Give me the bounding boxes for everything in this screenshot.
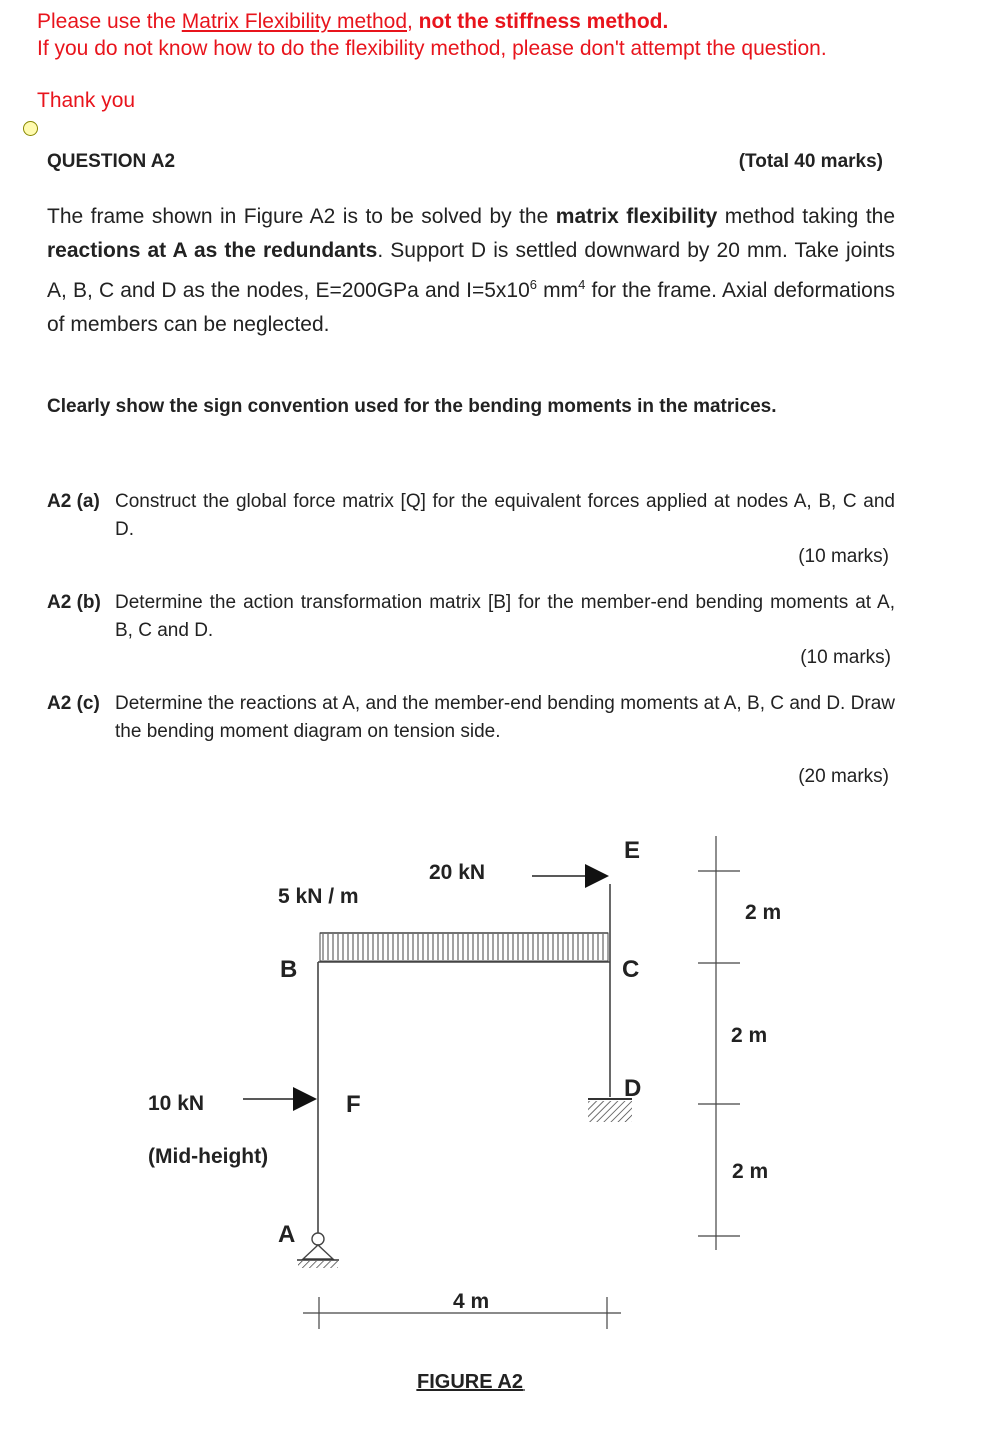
note-line-2: If you do not know how to do the flexibility method, please don't attempt the question.: [37, 37, 827, 60]
part-c-label: A2 (c): [47, 693, 100, 714]
udl-load: [320, 933, 608, 961]
dim-middle: 2 m: [731, 1024, 768, 1047]
top-load-label: 20 kN: [429, 861, 486, 884]
part-c-text: Determine the reactions at A, and the member-end bending moments at A, B, C and D. Draw the bending moment diagram on tension side.: [115, 693, 895, 742]
node-label-a: A: [278, 1221, 296, 1248]
body-text-4: for the frame. Axial deformations of members can be neglected.: [47, 279, 895, 336]
body-bold-method: matrix flexibility: [555, 205, 718, 228]
node-label-f: F: [346, 1091, 361, 1118]
body-exponent-6: 6: [529, 277, 538, 292]
mid-height-note: (Mid-height): [148, 1145, 269, 1168]
body-unit-mm: mm: [537, 279, 579, 302]
part-c-marks: (20 marks): [798, 766, 889, 787]
part-b-marks: (10 marks): [800, 647, 891, 668]
dim-bottom: 2 m: [732, 1160, 769, 1183]
fixed-support-d: [588, 1099, 632, 1122]
part-b-label: A2 (b): [47, 592, 101, 613]
pin-support-a: [297, 1233, 339, 1268]
sign-convention-note: Clearly show the sign convention used for the bending moments in the matrices.: [47, 396, 777, 417]
body-text-2: method taking the: [717, 205, 896, 228]
note-thanks: Thank you: [37, 89, 136, 112]
note-prefix: Please use the: [37, 10, 182, 33]
question-title: QUESTION A2: [47, 151, 176, 172]
note-separator: ,: [407, 10, 419, 33]
note-method-link[interactable]: Matrix Flexibility method: [181, 10, 407, 33]
body-text-3: . Support D is settled downward by 20 mm. Take joints A, B, C and D as the nodes, E=200GPa and I=5x10: [47, 239, 895, 302]
node-label-b: B: [280, 956, 298, 983]
total-marks: (Total 40 marks): [738, 151, 883, 172]
body-bold-redundants: reactions at A as the redundants: [47, 239, 378, 262]
part-a-label: A2 (a): [47, 491, 100, 512]
part-a-text: Construct the global force matrix [Q] for the equivalent forces applied at nodes A, B, C and D.: [115, 491, 895, 540]
node-label-d: D: [624, 1075, 642, 1102]
body-text-1: The frame shown in Figure A2 is to be solved by the: [47, 205, 556, 228]
udl-label: 5 kN / m: [278, 885, 359, 908]
node-label-c: C: [622, 956, 640, 983]
body-exponent-4: 4: [578, 277, 586, 292]
part-b-text: Determine the action transformation matrix [B] for the member-end bending moments at A, B, C and D.: [115, 592, 895, 641]
dim-span: 4 m: [453, 1290, 490, 1313]
side-load-arrow: [243, 1087, 317, 1111]
dim-top: 2 m: [745, 901, 782, 924]
figure-caption: FIGURE A2: [417, 1371, 523, 1393]
top-load-arrow: [532, 864, 609, 888]
side-load-label: 10 kN: [148, 1092, 205, 1115]
note-warning: not the stiffness method.: [418, 10, 669, 33]
node-label-e: E: [624, 837, 641, 864]
part-a-marks: (10 marks): [798, 546, 889, 567]
